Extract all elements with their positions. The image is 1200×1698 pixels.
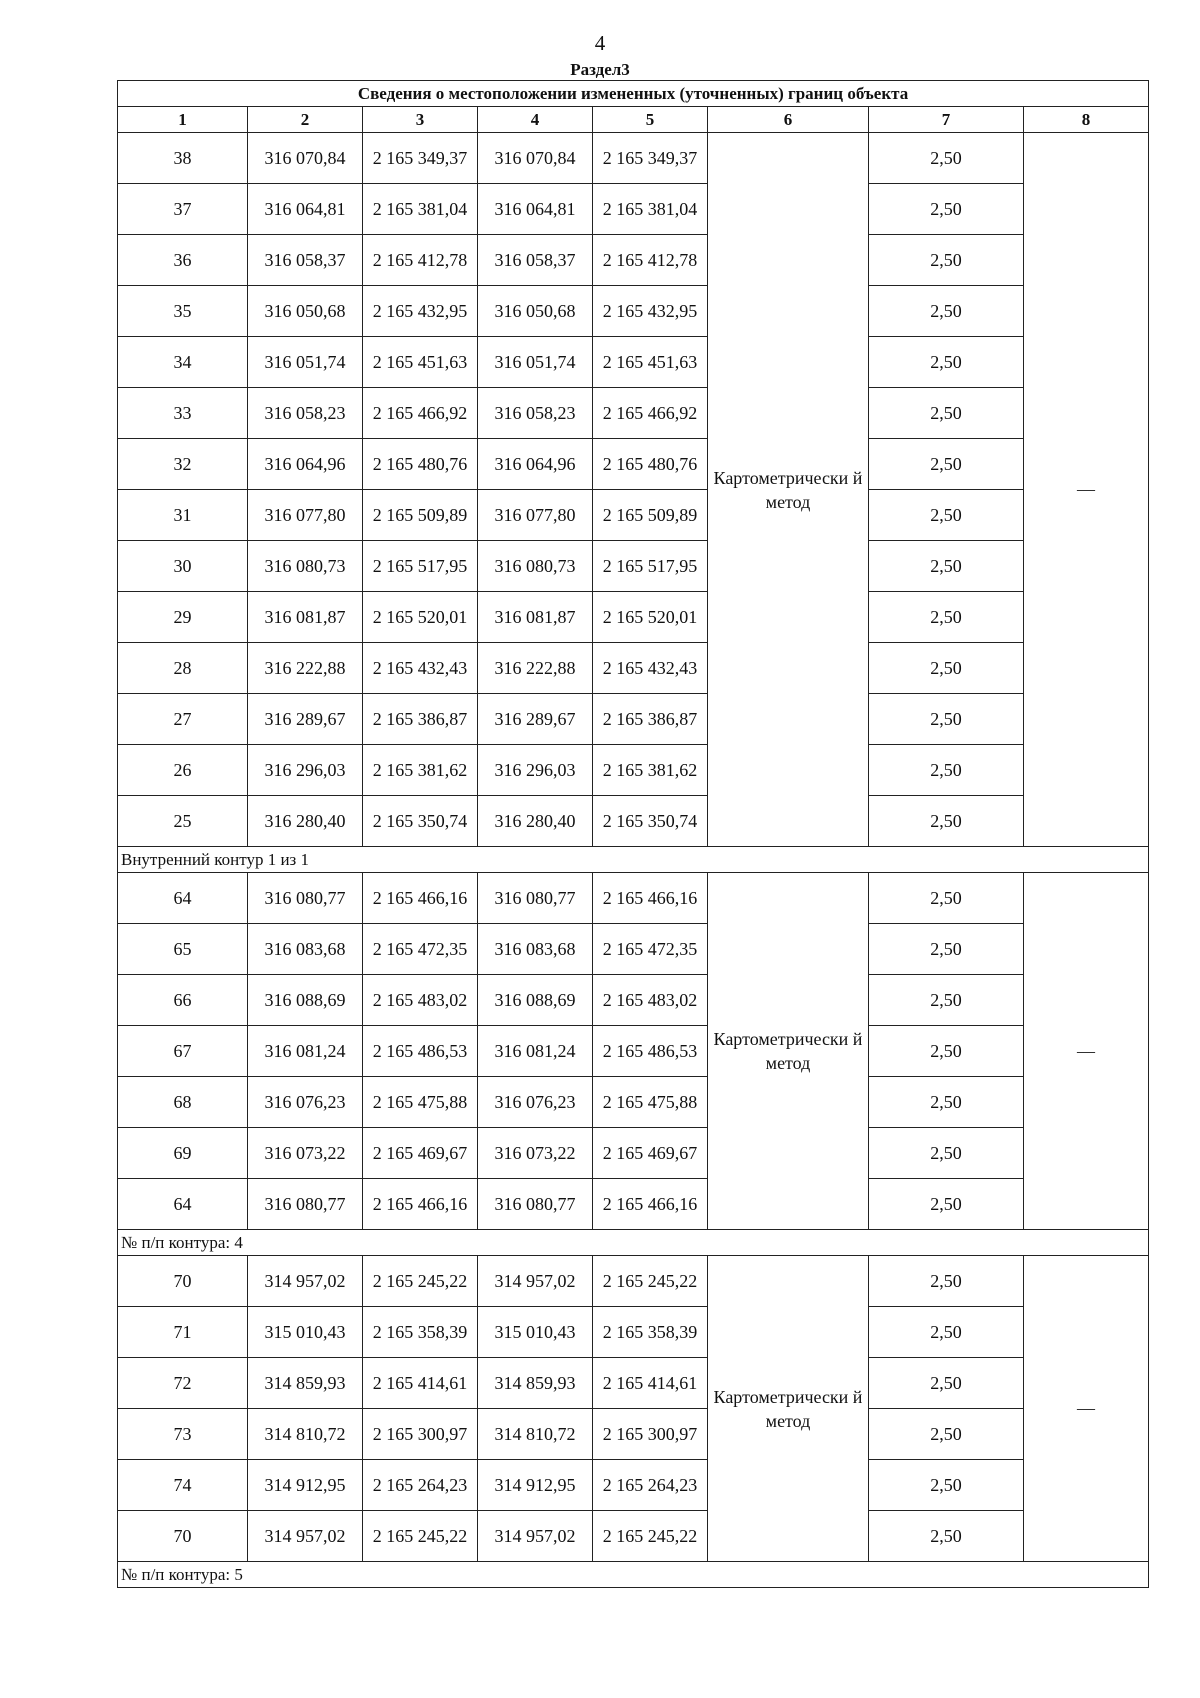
x-coordinate-cell: 315 010,43 [248,1307,363,1358]
x-coordinate-cell: 316 296,03 [478,745,593,796]
y-coordinate-cell: 2 165 486,53 [363,1026,478,1077]
table-row [118,388,1149,439]
x-coordinate-cell: 316 222,88 [248,643,363,694]
x-coordinate-cell: 316 077,80 [478,490,593,541]
column-header: 4 [478,107,593,133]
table-row [118,1026,1149,1077]
point-number-cell: 33 [118,388,248,439]
table-row [118,1256,1149,1307]
y-coordinate-cell: 2 165 517,95 [593,541,708,592]
x-coordinate-cell: 316 080,73 [248,541,363,592]
method-cell: Картометрически й метод [708,133,869,847]
column-header: 5 [593,107,708,133]
x-coordinate-cell: 316 080,77 [248,873,363,924]
y-coordinate-cell: 2 165 432,43 [363,643,478,694]
table-row [118,1358,1149,1409]
x-coordinate-cell: 316 076,23 [248,1077,363,1128]
y-coordinate-cell: 2 165 432,43 [593,643,708,694]
table-row [118,592,1149,643]
point-number-cell: 66 [118,975,248,1026]
x-coordinate-cell: 316 222,88 [478,643,593,694]
table-row [118,873,1149,924]
point-number-cell: 70 [118,1256,248,1307]
method-cell: Картометрически й метод [708,873,869,1230]
y-coordinate-cell: 2 165 466,16 [363,1179,478,1230]
x-coordinate-cell: 314 912,95 [248,1460,363,1511]
point-number-cell: 74 [118,1460,248,1511]
y-coordinate-cell: 2 165 386,87 [593,694,708,745]
point-number-cell: 64 [118,873,248,924]
x-coordinate-cell: 316 088,69 [248,975,363,1026]
point-number-cell: 28 [118,643,248,694]
x-coordinate-cell: 316 064,81 [478,184,593,235]
x-coordinate-cell: 316 280,40 [248,796,363,847]
boundary-coordinates-table [117,80,1149,1588]
accuracy-cell: 2,50 [869,796,1024,847]
point-number-cell: 31 [118,490,248,541]
x-coordinate-cell: 316 058,37 [478,235,593,286]
y-coordinate-cell: 2 165 466,16 [363,873,478,924]
x-coordinate-cell: 314 810,72 [478,1409,593,1460]
table-row [118,924,1149,975]
y-coordinate-cell: 2 165 381,04 [363,184,478,235]
x-coordinate-cell: 314 859,93 [248,1358,363,1409]
y-coordinate-cell: 2 165 414,61 [363,1358,478,1409]
table-row [118,1077,1149,1128]
y-coordinate-cell: 2 165 264,23 [363,1460,478,1511]
x-coordinate-cell: 316 081,24 [248,1026,363,1077]
x-coordinate-cell: 316 083,68 [478,924,593,975]
point-number-cell: 64 [118,1179,248,1230]
point-number-cell: 25 [118,796,248,847]
x-coordinate-cell: 316 081,87 [478,592,593,643]
point-number-cell: 36 [118,235,248,286]
y-coordinate-cell: 2 165 264,23 [593,1460,708,1511]
x-coordinate-cell: 314 810,72 [248,1409,363,1460]
y-coordinate-cell: 2 165 520,01 [593,592,708,643]
table-caption-row [118,81,1149,107]
column-header: 3 [363,107,478,133]
table-row [118,133,1149,184]
point-number-cell: 71 [118,1307,248,1358]
table-row [118,643,1149,694]
table-row [118,286,1149,337]
accuracy-cell: 2,50 [869,975,1024,1026]
table-row [118,745,1149,796]
table-row [118,694,1149,745]
x-coordinate-cell: 316 050,68 [248,286,363,337]
page-number: 4 [594,31,606,55]
point-number-cell: 65 [118,924,248,975]
y-coordinate-cell: 2 165 509,89 [593,490,708,541]
point-number-cell: 68 [118,1077,248,1128]
y-coordinate-cell: 2 165 475,88 [363,1077,478,1128]
accuracy-cell: 2,50 [869,694,1024,745]
y-coordinate-cell: 2 165 245,22 [363,1256,478,1307]
table-caption: Сведения о местоположении измененных (уточненных) границ объекта [118,81,1149,107]
y-coordinate-cell: 2 165 358,39 [593,1307,708,1358]
column-header: 8 [1024,107,1149,133]
y-coordinate-cell: 2 165 480,76 [363,439,478,490]
x-coordinate-cell: 316 289,67 [248,694,363,745]
accuracy-cell: 2,50 [869,235,1024,286]
y-coordinate-cell: 2 165 472,35 [593,924,708,975]
accuracy-cell: 2,50 [869,1460,1024,1511]
x-coordinate-cell: 316 058,23 [478,388,593,439]
x-coordinate-cell: 316 051,74 [248,337,363,388]
point-number-cell: 70 [118,1511,248,1562]
y-coordinate-cell: 2 165 300,97 [593,1409,708,1460]
x-coordinate-cell: 316 073,22 [478,1128,593,1179]
accuracy-cell: 2,50 [869,133,1024,184]
table-row [118,235,1149,286]
x-coordinate-cell: 316 070,84 [478,133,593,184]
y-coordinate-cell: 2 165 412,78 [593,235,708,286]
x-coordinate-cell: 314 957,02 [248,1256,363,1307]
table-row [118,1409,1149,1460]
contour-label-row [118,1230,1149,1256]
table-row [118,1460,1149,1511]
column-header: 1 [118,107,248,133]
y-coordinate-cell: 2 165 483,02 [593,975,708,1026]
contour-label-row [118,1562,1149,1588]
point-number-cell: 37 [118,184,248,235]
y-coordinate-cell: 2 165 349,37 [363,133,478,184]
contour-label: Внутренний контур 1 из 1 [118,847,1149,873]
accuracy-cell: 2,50 [869,1256,1024,1307]
y-coordinate-cell: 2 165 245,22 [363,1511,478,1562]
y-coordinate-cell: 2 165 245,22 [593,1511,708,1562]
point-number-cell: 30 [118,541,248,592]
accuracy-cell: 2,50 [869,1307,1024,1358]
accuracy-cell: 2,50 [869,873,1024,924]
y-coordinate-cell: 2 165 358,39 [363,1307,478,1358]
contour-label: № п/п контура: 5 [118,1562,1149,1588]
column-header: 6 [708,107,869,133]
y-coordinate-cell: 2 165 245,22 [593,1256,708,1307]
y-coordinate-cell: 2 165 469,67 [363,1128,478,1179]
point-number-cell: 35 [118,286,248,337]
accuracy-cell: 2,50 [869,924,1024,975]
y-coordinate-cell: 2 165 509,89 [363,490,478,541]
y-coordinate-cell: 2 165 350,74 [593,796,708,847]
accuracy-cell: 2,50 [869,745,1024,796]
table-row [118,1179,1149,1230]
x-coordinate-cell: 316 064,96 [478,439,593,490]
table-row [118,541,1149,592]
y-coordinate-cell: 2 165 381,62 [593,745,708,796]
point-number-cell: 38 [118,133,248,184]
contour-label: № п/п контура: 4 [118,1230,1149,1256]
x-coordinate-cell: 314 957,02 [248,1511,363,1562]
accuracy-cell: 2,50 [869,1511,1024,1562]
x-coordinate-cell: 316 081,24 [478,1026,593,1077]
table-row [118,796,1149,847]
point-number-cell: 32 [118,439,248,490]
y-coordinate-cell: 2 165 432,95 [363,286,478,337]
accuracy-cell: 2,50 [869,1077,1024,1128]
table-row [118,439,1149,490]
table-row [118,1307,1149,1358]
x-coordinate-cell: 316 083,68 [248,924,363,975]
y-coordinate-cell: 2 165 466,16 [593,873,708,924]
x-coordinate-cell: 316 081,87 [248,592,363,643]
column-header: 7 [869,107,1024,133]
table-row [118,1511,1149,1562]
accuracy-cell: 2,50 [869,1358,1024,1409]
x-coordinate-cell: 316 077,80 [248,490,363,541]
y-coordinate-cell: 2 165 451,63 [363,337,478,388]
x-coordinate-cell: 316 058,37 [248,235,363,286]
point-number-cell: 67 [118,1026,248,1077]
y-coordinate-cell: 2 165 381,04 [593,184,708,235]
method-cell: Картометрически й метод [708,1256,869,1562]
x-coordinate-cell: 316 080,77 [478,873,593,924]
x-coordinate-cell: 316 076,23 [478,1077,593,1128]
accuracy-cell: 2,50 [869,1409,1024,1460]
table-row [118,337,1149,388]
accuracy-cell: 2,50 [869,1128,1024,1179]
x-coordinate-cell: 316 080,77 [248,1179,363,1230]
table-row [118,184,1149,235]
y-coordinate-cell: 2 165 475,88 [593,1077,708,1128]
column-header-row [118,107,1149,133]
accuracy-cell: 2,50 [869,184,1024,235]
x-coordinate-cell: 314 957,02 [478,1511,593,1562]
x-coordinate-cell: 314 957,02 [478,1256,593,1307]
x-coordinate-cell: 316 280,40 [478,796,593,847]
x-coordinate-cell: 316 051,74 [478,337,593,388]
point-number-cell: 34 [118,337,248,388]
x-coordinate-cell: 314 859,93 [478,1358,593,1409]
y-coordinate-cell: 2 165 520,01 [363,592,478,643]
point-number-cell: 27 [118,694,248,745]
y-coordinate-cell: 2 165 432,95 [593,286,708,337]
y-coordinate-cell: 2 165 466,92 [363,388,478,439]
note-cell: — [1024,1256,1149,1562]
y-coordinate-cell: 2 165 466,16 [593,1179,708,1230]
x-coordinate-cell: 316 289,67 [478,694,593,745]
x-coordinate-cell: 316 064,81 [248,184,363,235]
y-coordinate-cell: 2 165 350,74 [363,796,478,847]
x-coordinate-cell: 316 050,68 [478,286,593,337]
note-cell: — [1024,873,1149,1230]
x-coordinate-cell: 316 073,22 [248,1128,363,1179]
accuracy-cell: 2,50 [869,286,1024,337]
point-number-cell: 26 [118,745,248,796]
table-row [118,490,1149,541]
point-number-cell: 72 [118,1358,248,1409]
y-coordinate-cell: 2 165 414,61 [593,1358,708,1409]
accuracy-cell: 2,50 [869,1026,1024,1077]
y-coordinate-cell: 2 165 386,87 [363,694,478,745]
table-row [118,1128,1149,1179]
y-coordinate-cell: 2 165 517,95 [363,541,478,592]
y-coordinate-cell: 2 165 466,92 [593,388,708,439]
x-coordinate-cell: 316 070,84 [248,133,363,184]
x-coordinate-cell: 314 912,95 [478,1460,593,1511]
accuracy-cell: 2,50 [869,592,1024,643]
point-number-cell: 29 [118,592,248,643]
section-title: Раздел3 [570,60,630,79]
y-coordinate-cell: 2 165 300,97 [363,1409,478,1460]
y-coordinate-cell: 2 165 486,53 [593,1026,708,1077]
x-coordinate-cell: 315 010,43 [478,1307,593,1358]
x-coordinate-cell: 316 058,23 [248,388,363,439]
x-coordinate-cell: 316 080,77 [478,1179,593,1230]
accuracy-cell: 2,50 [869,541,1024,592]
accuracy-cell: 2,50 [869,643,1024,694]
accuracy-cell: 2,50 [869,337,1024,388]
note-cell: — [1024,133,1149,847]
point-number-cell: 73 [118,1409,248,1460]
y-coordinate-cell: 2 165 480,76 [593,439,708,490]
table-row [118,975,1149,1026]
y-coordinate-cell: 2 165 469,67 [593,1128,708,1179]
column-header: 2 [248,107,363,133]
accuracy-cell: 2,50 [869,388,1024,439]
point-number-cell: 69 [118,1128,248,1179]
y-coordinate-cell: 2 165 412,78 [363,235,478,286]
x-coordinate-cell: 316 296,03 [248,745,363,796]
x-coordinate-cell: 316 064,96 [248,439,363,490]
y-coordinate-cell: 2 165 349,37 [593,133,708,184]
x-coordinate-cell: 316 080,73 [478,541,593,592]
accuracy-cell: 2,50 [869,1179,1024,1230]
y-coordinate-cell: 2 165 472,35 [363,924,478,975]
accuracy-cell: 2,50 [869,490,1024,541]
y-coordinate-cell: 2 165 381,62 [363,745,478,796]
y-coordinate-cell: 2 165 483,02 [363,975,478,1026]
y-coordinate-cell: 2 165 451,63 [593,337,708,388]
accuracy-cell: 2,50 [869,439,1024,490]
x-coordinate-cell: 316 088,69 [478,975,593,1026]
contour-label-row [118,847,1149,873]
